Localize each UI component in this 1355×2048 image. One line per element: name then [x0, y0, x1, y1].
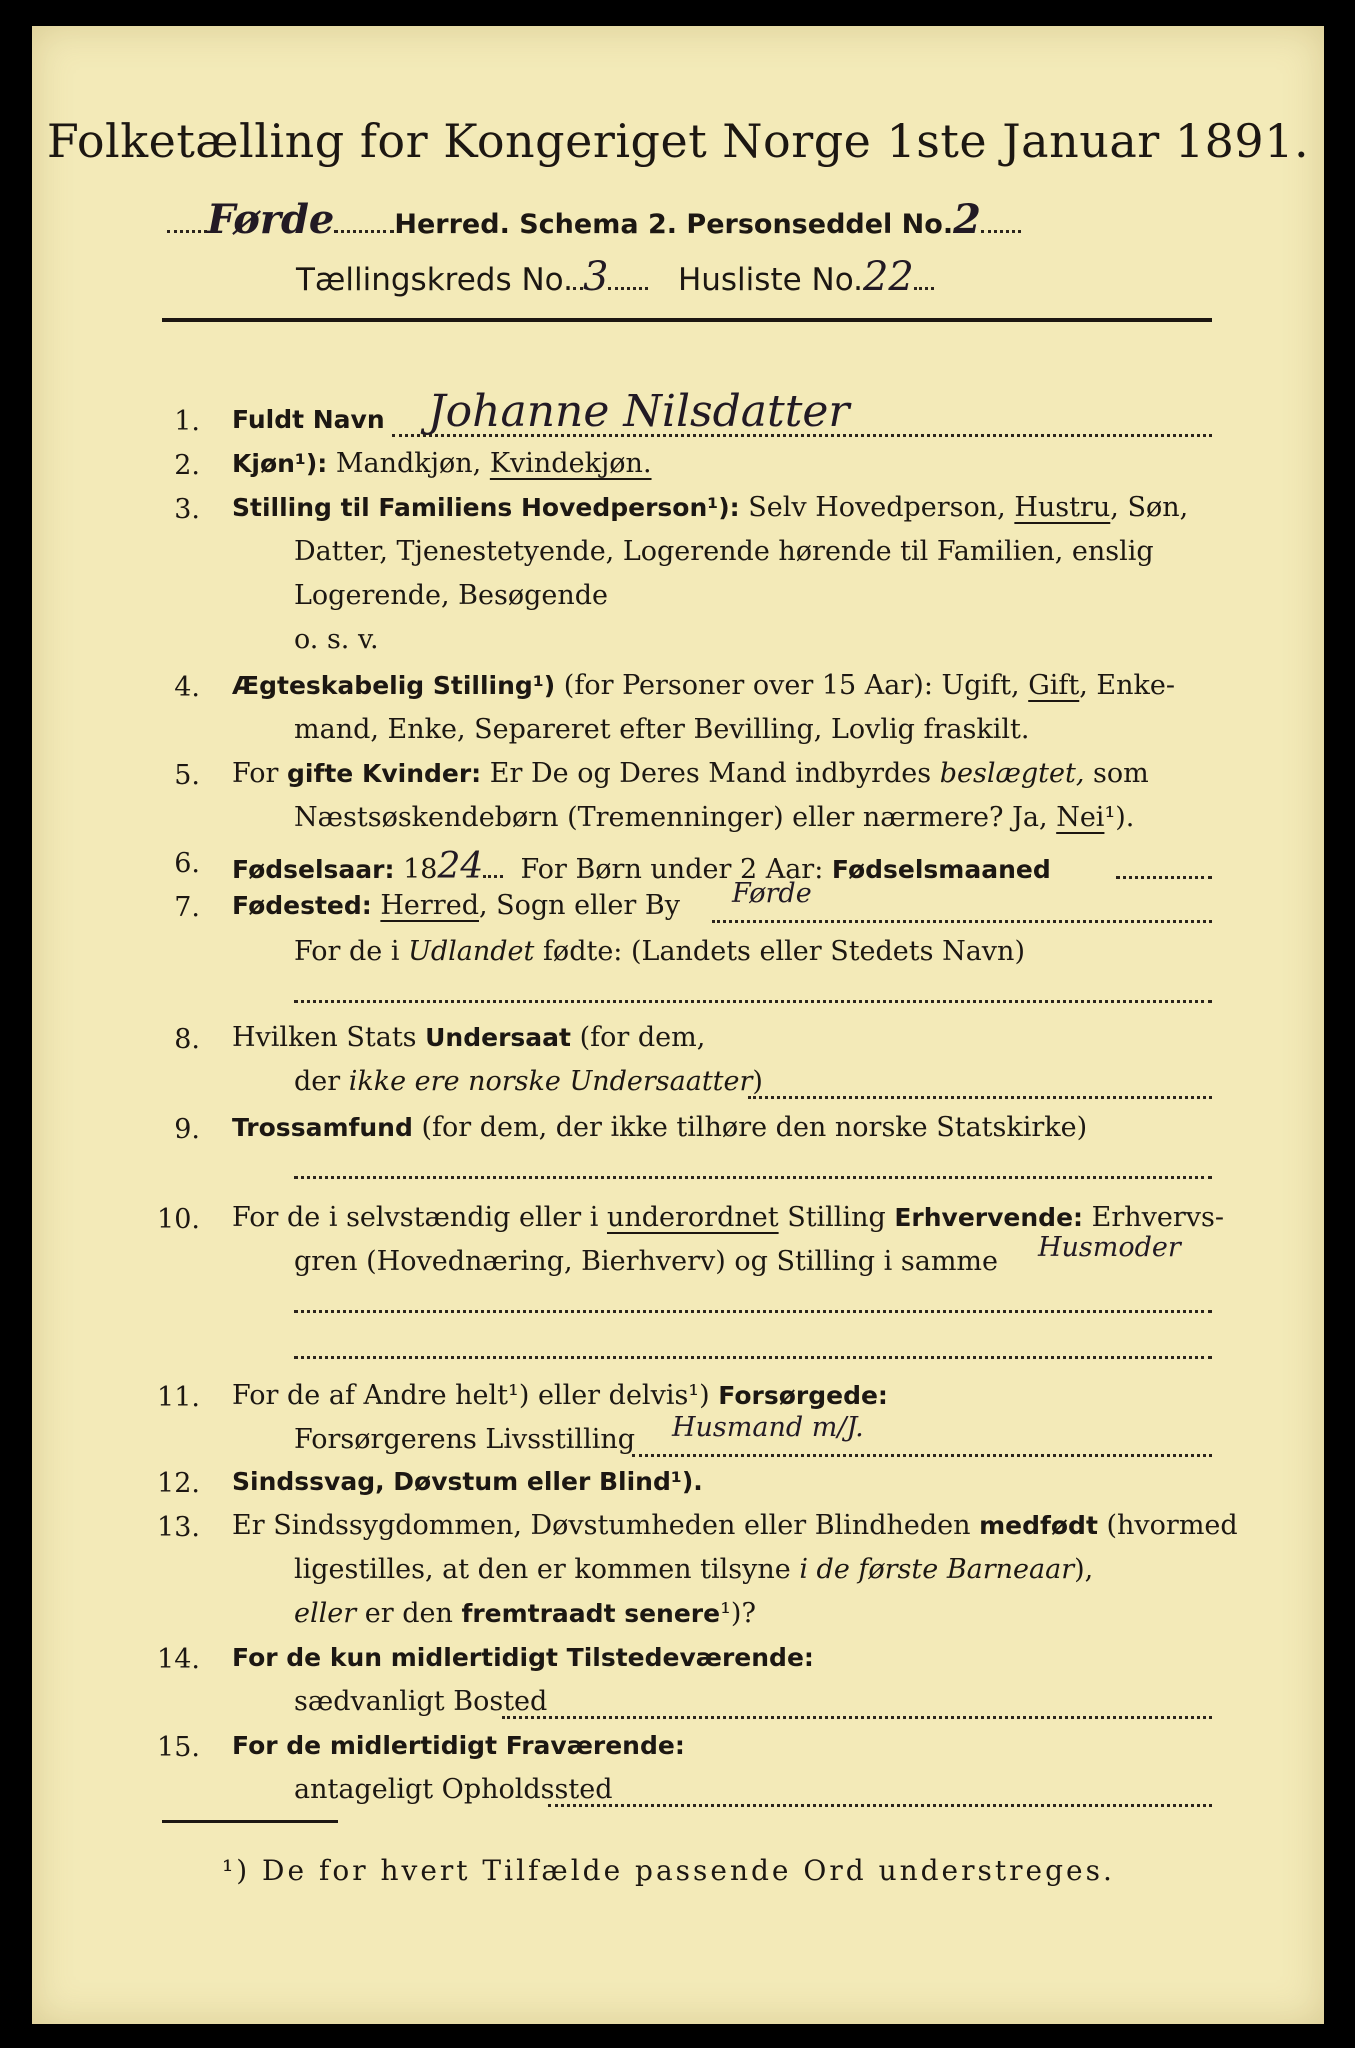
q10-value: Husmoder: [1038, 1232, 1181, 1263]
q11-line1: For de af Andre helt¹) eller delvis¹) Forsørgede:: [232, 1380, 888, 1411]
form-title: Folketælling for Kongeriget Norge 1ste Januar 1891.: [46, 114, 1310, 168]
q10-fill: [294, 1310, 1212, 1313]
q5-line1: For gifte Kvinder: Er De og Deres Mand indbyrdes beslægtet, som: [232, 758, 1149, 789]
q7-line2: For de i Udlandet fødte: (Landets eller Stedets Navn): [294, 936, 1025, 967]
q15-fill: [548, 1804, 1212, 1807]
q1-value: Johanne Nilsdatter: [428, 386, 850, 437]
personseddel-label: Personseddel No.: [686, 209, 954, 240]
item-number: 1.: [174, 406, 200, 437]
item-number: 6.: [174, 848, 200, 879]
herred-value: Førde: [207, 196, 335, 243]
kreds-label: Tællingskreds No.: [296, 262, 573, 298]
q7-fill2: [294, 1000, 1212, 1003]
q14-line1: For de kun midlertidigt Tilstedeværende:: [232, 1643, 814, 1672]
q9-fill: [294, 1176, 1212, 1179]
q7-value: Førde: [732, 878, 812, 909]
item-number: 11.: [157, 1382, 200, 1413]
q6-value: 24: [437, 846, 484, 887]
q11-value: Husmand m/J.: [672, 1412, 864, 1443]
herred-line: [167, 196, 1021, 243]
schema-label: Schema 2.: [519, 209, 678, 240]
q14-fill: [502, 1716, 1212, 1719]
q7-line1: Fødested: Herred, Sogn eller By: [232, 890, 680, 921]
q15-line1: For de midlertidigt Fraværende:: [232, 1731, 685, 1760]
kreds-value: 3: [582, 254, 609, 300]
personseddel-value: 2: [953, 196, 981, 243]
q10-fill2: [294, 1356, 1212, 1359]
q3-line4: o. s. v.: [294, 624, 379, 655]
q15-line2: antageligt Opholdssted: [294, 1774, 613, 1805]
item-number: 7.: [174, 892, 200, 923]
item-number: 5.: [174, 760, 200, 791]
q12-line: Sindssvag, Døvstum eller Blind¹).: [232, 1467, 703, 1496]
q7-fill: [712, 920, 1212, 923]
q11-line2: Forsørgerens Livsstilling: [294, 1424, 636, 1455]
q11-fill: [632, 1454, 1212, 1457]
q1-fill: [392, 434, 1212, 437]
kreds-line: [296, 254, 934, 300]
q13-line3: eller er den fremtraadt senere¹)?: [294, 1598, 756, 1629]
q10-line1: For de i selvstændig eller i underordnet Stilling Erhvervende: Erhvervs-: [232, 1202, 1224, 1233]
footnote-rule: [162, 1820, 338, 1823]
item-number: 10.: [157, 1204, 200, 1235]
census-form: [32, 26, 1324, 2024]
q6-fill: [1116, 876, 1212, 879]
husliste-label: Husliste No.: [677, 262, 863, 298]
item-number: 8.: [174, 1024, 200, 1055]
item-number: 15.: [157, 1732, 200, 1763]
herred-label: Herred.: [394, 209, 510, 240]
q8-fill: [748, 1096, 1212, 1099]
header-rule: [162, 318, 1212, 322]
footnote: ¹) De for hvert Tilfælde passende Ord understreges.: [222, 1854, 1115, 1887]
item-number: 3.: [174, 494, 200, 525]
item-number: 13.: [157, 1512, 200, 1543]
q13-line1: Er Sindssygdommen, Døvstumheden eller Blindheden medfødt (hvormed: [232, 1510, 1238, 1541]
q2-text: Kjøn¹): Mandkjøn, Kvindekjøn.: [232, 448, 652, 479]
q3-line3: Logerende, Besøgende: [294, 580, 608, 611]
item-number: 14.: [157, 1644, 200, 1675]
q9-line: Trossamfund (for dem, der ikke tilhøre den norske Statskirke): [232, 1112, 1088, 1143]
item-number: 9.: [174, 1114, 200, 1145]
q1-label: Fuldt Navn: [232, 405, 385, 434]
q13-line2: ligestilles, at den er kommen tilsyne i de første Barneaar),: [294, 1554, 1094, 1585]
item-number: 12.: [157, 1468, 200, 1499]
q6-line: Fødselsaar: 1824 For Børn under 2 Aar: Fødselsmaaned: [232, 846, 1051, 887]
item-number: 2.: [174, 450, 200, 481]
q5-line2: Næstsøskendebørn (Tremenninger) eller nærmere? Ja, Nei¹).: [294, 802, 1135, 833]
q8-line1: Hvilken Stats Undersaat (for dem,: [232, 1022, 706, 1053]
q4-line1: Ægteskabelig Stilling¹) (for Personer over 15 Aar): Ugift, Gift, Enke-: [232, 670, 1175, 701]
q10-line2: gren (Hovednæring, Bierhverv) og Stilling i samme: [294, 1246, 999, 1277]
q4-line2: mand, Enke, Separeret efter Bevilling, Lovlig fraskilt.: [294, 714, 1030, 745]
item-number: 4.: [174, 672, 200, 703]
q3-line1: Stilling til Familiens Hovedperson¹): Selv Hovedperson, Hustru, Søn,: [232, 492, 1189, 523]
husliste-value: 22: [862, 254, 914, 300]
q3-line2: Datter, Tjenestetyende, Logerende hørende til Familien, enslig: [294, 536, 1154, 567]
q8-line2: der ikke ere norske Undersaatter): [294, 1066, 763, 1097]
q14-line2: sædvanligt Bosted: [294, 1686, 548, 1717]
